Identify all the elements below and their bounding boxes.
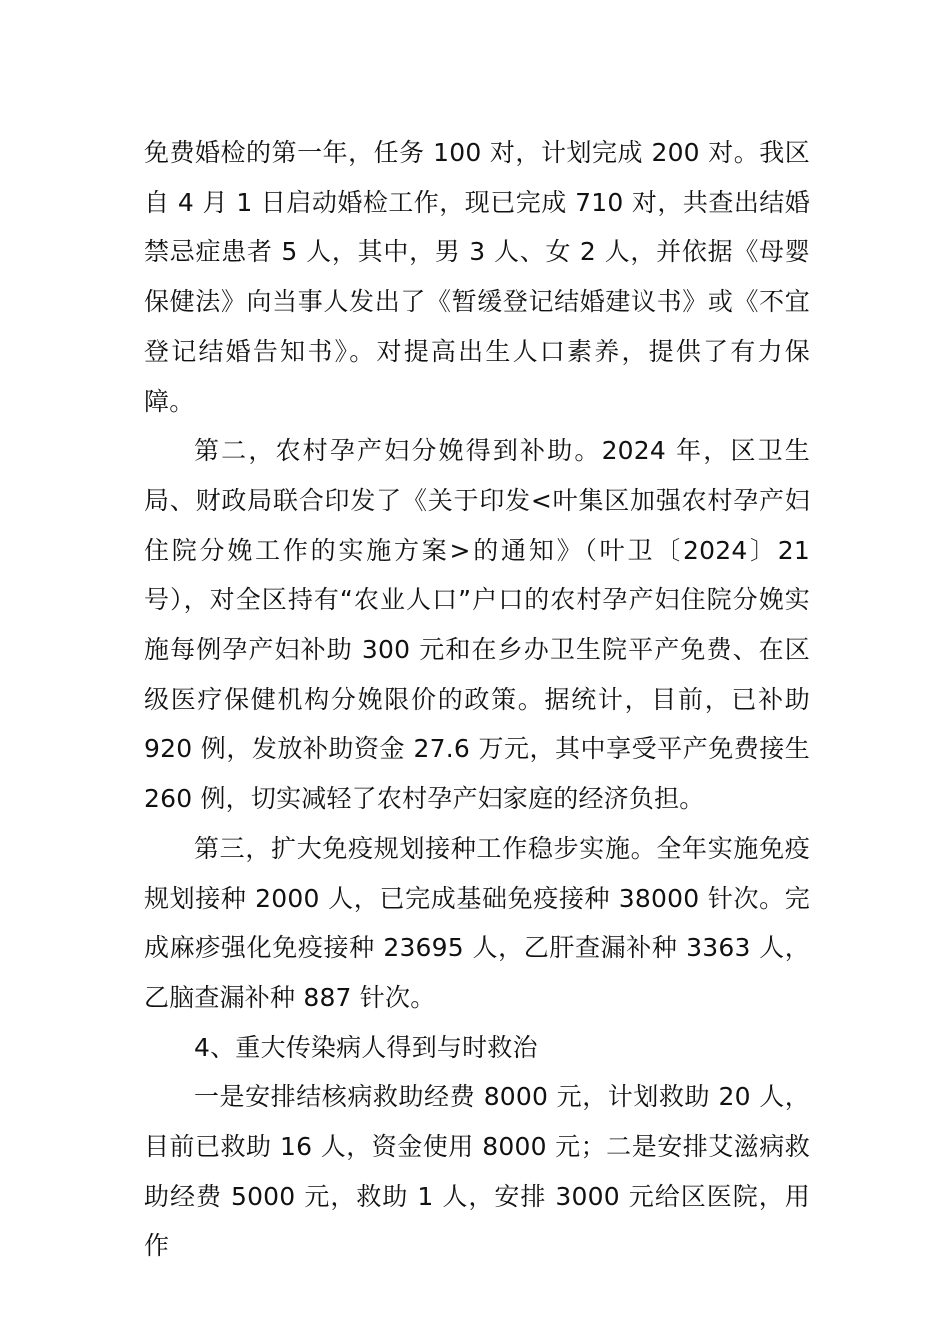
paragraph-rural-maternity-subsidy: 第二，农村孕产妇分娩得到补助。2024 年，区卫生局、财政局联合印发了《关于印发<叶集区加强农村孕产妇住院分娩工作的实施方案>的通知》（叶卫〔2024〕21 号），对全区持有“农业人口”户口的农村孕产妇住院分娩实施每例孕产妇补助 300 元和在乡办卫生院平产免费、在区级医疗保健机构分娩限价的政策。据统计，目前，已补助 920 例，发放补助资金 27.6 万元，其中享受平产免费接生 260 例，切实减轻了农村孕产妇家庭的经济负担。: [144, 436, 810, 814]
section-heading-infectious-disease: 4、重大传染病人得到与时救治: [194, 1032, 538, 1062]
paragraph-tb-aids-relief: 一是安排结核病救助经费 8000 元，计划救助 20 人，目前已救助 16 人，资金使用 8000 元；二是安排艾滋病救助经费 5000 元，救助 1 人，安排 3000 元给区医院，用作: [144, 1082, 810, 1261]
paragraph-immunization-program: 第三，扩大免疫规划接种工作稳步实施。全年实施免疫规划接种 2000 人，已完成基础免疫接种 38000 针次。完成麻疹强化免疫接种 23695 人，乙肝查漏补种 3363 人，乙脑查漏补种 887 针次。: [144, 833, 810, 1012]
document-body: [144, 128, 810, 1271]
paragraph-marriage-check: 免费婚检的第一年，任务 100 对，计划完成 200 对。我区自 4 月 1 日启动婚检工作，现已完成 710 对，共查出结婚禁忌症患者 5 人，其中，男 3 人、女 2 人，并依据《母婴保健法》向当事人发出了《暂缓登记结婚建议书》或《不宜登记结婚告知书》。对提高出生人口素养，提供了有力保障。: [144, 138, 810, 416]
